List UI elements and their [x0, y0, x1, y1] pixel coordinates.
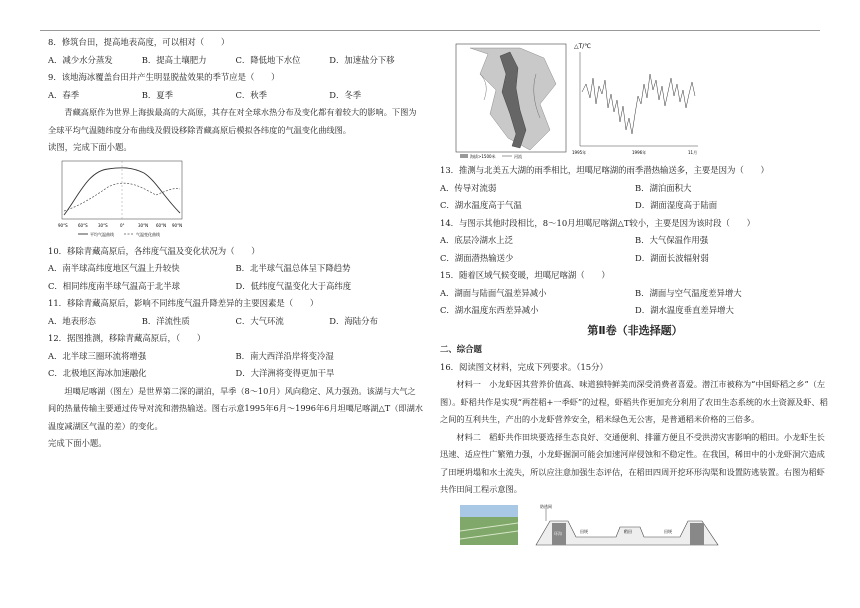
- q15-option-d: D．湖水温度垂直差异增大: [635, 305, 734, 315]
- label-paddy: 稻田: [624, 528, 632, 534]
- question-8-stem: 8．修筑台田，提高地表高度，可以相对（ ）: [48, 37, 230, 47]
- material-1: 材料一 小龙虾因其营养价值高、味道独特鲜美而深受消费者喜爱。潜江市被称为“中国虾稻之乡”（左图）。虾稻共作是实现“两茬稻+一季虾”的过程，虾稻共作更加充分利用了农田生态系统的水土资源及虾、稻之间的互利共生，产出的小龙虾营养安全，稻米绿色无公害，是普通稻米价格的三倍多。: [440, 379, 828, 424]
- instruction-read-figure: 读图，完成下面小题。: [48, 142, 132, 152]
- section-title-part-2: 第Ⅱ卷（非选择题）: [587, 323, 683, 337]
- tanganyika-figures: [440, 34, 830, 162]
- q9-option-a: A．春季: [48, 89, 80, 100]
- q9-option-c: C．秋季: [235, 89, 268, 100]
- q14-option-b: B．大气保温作用强: [635, 235, 709, 245]
- question-16-stem: 16．阅读图文材料，完成下列要求。（15分）: [440, 361, 608, 372]
- rice-shrimp-diagram: [440, 501, 830, 551]
- q12-option-c: C．北极地区海冰加速融化: [48, 368, 147, 378]
- q10-option-b: B．北半球气温总体呈下降趋势: [235, 263, 351, 273]
- q9-option-b: B．夏季: [141, 89, 174, 100]
- legend-highland-swatch: [460, 154, 468, 158]
- question-9-stem: 9．该地海冰覆盖台田并产生明显脱盐效果的季节应是（ ）: [48, 72, 280, 82]
- tick-x-6: 90°N: [172, 222, 183, 228]
- q8-option-b: B．提高土壤肥力: [141, 54, 207, 65]
- question-15-stem: 15．随着区域气候变暖，坦噶尼喀湖（ ）: [440, 270, 610, 280]
- q11-option-a: A．地表形态: [48, 315, 96, 326]
- part-heading: 二、综合题: [440, 344, 482, 354]
- legend-mean-temp: 平均气温曲线: [90, 231, 114, 237]
- question-14-options-2: [440, 250, 830, 268]
- q11-option-d: D．海陆分布: [329, 315, 378, 326]
- tick-x-3: 0°: [120, 222, 125, 228]
- question-12-options-1: [48, 348, 423, 366]
- question-12-options-2: [48, 365, 423, 383]
- ditch-right: [690, 523, 704, 545]
- q10-option-d: D．低纬度气温变化大于高纬度: [235, 280, 352, 291]
- label-anti-escape-net: 防逃网: [540, 503, 552, 509]
- tick-x-5: 60°N: [156, 222, 167, 228]
- right-column: [440, 34, 830, 551]
- q8-option-d: D．加速盐分下移: [329, 54, 395, 65]
- latitude-temperature-figure: [48, 157, 423, 239]
- question-12-stem: 12．据图推测，移除青藏高原后，（ ）: [48, 333, 206, 343]
- legend-temp-change: 气温变化曲线: [136, 231, 160, 237]
- q13-option-a: A．传导对流弱: [440, 182, 497, 193]
- question-15-options-1: [440, 285, 830, 303]
- question-13-options-2: [440, 197, 830, 215]
- q12-option-b: B．南大西洋沿岸将变冷湿: [235, 350, 334, 361]
- q14-option-c: C．湖面潜热输送少: [440, 252, 514, 263]
- question-8-options: [48, 52, 423, 70]
- passage-qinghai-tibet: 青藏高原作为世界上海拔最高的大高原，其存在对全球水热分布及变化都有着较大的影响。下图为全球平均气温随纬度分布曲线及假设移除青藏高原后模拟各纬度的气温变化曲线图。: [48, 107, 417, 135]
- question-14-stem: 14．与图示其他时段相比，8～10月坦噶尼喀湖△T较小，主要是因为该时段（ ）: [440, 217, 756, 228]
- q14-option-d: D．湖面长波辐射弱: [635, 252, 709, 263]
- q11-option-c: C．大气环流: [235, 315, 284, 326]
- question-13-stem: 13．推测与北美五大湖的雨季相比，坦噶尼喀湖的雨季潜热输送多，主要是因为（ ）: [440, 165, 769, 175]
- label-ridge-right: 田埂: [664, 528, 672, 534]
- question-11-stem: 11．移除青藏高原后，影响不同纬度气温升降差异的主要因素是（ ）: [48, 298, 319, 308]
- question-11-options: [48, 313, 423, 331]
- delta-t-axis-label: △T/℃: [574, 43, 592, 50]
- q15-option-c: C．湖水温度东西差异减小: [440, 305, 539, 315]
- q14-option-a: A．底层冷湖水上泛: [440, 235, 514, 245]
- q12-option-d: D．大洋洲将变得更加干旱: [235, 368, 335, 378]
- header-rule: [40, 30, 820, 31]
- label-ridge-left: 田埂: [580, 528, 588, 534]
- x-label-start: 1995年: [572, 150, 587, 155]
- question-13-options-1: [440, 180, 830, 198]
- instruction-answer: 完成下面小题。: [48, 438, 107, 448]
- q11-option-b: B．洋流性质: [141, 315, 190, 326]
- lake-map-and-delta-t-chart: [440, 34, 830, 162]
- question-10-options-2: [48, 278, 423, 296]
- q12-option-a: A．北半球三圈环流将增强: [48, 350, 147, 361]
- tick-x-2: 30°S: [98, 222, 108, 228]
- q13-option-d: D．湖面湿度高于陆面: [635, 200, 718, 210]
- q8-option-c: C．降低地下水位: [235, 54, 301, 65]
- tick-x-0: 90°S: [58, 222, 68, 228]
- left-column: [48, 34, 423, 453]
- passage-tanganyika: 坦噶尼喀湖（图左）是世界第二深的湖泊，旱季（8～10月）风向稳定、风力强劲。该湖与大气之间的热量传输主要通过传导对流和潜热输送。图右示意1995年6月～1996年6月坦噶尼喀湖△T（即湖水温度减湖区气温的差）的变化。: [48, 385, 423, 431]
- delta-t-series: [582, 74, 695, 134]
- x-label-end: 11月: [688, 150, 698, 155]
- label-ring-ditch: 环沟: [554, 530, 562, 536]
- q15-option-a: A．湖面与陆面气温差异减小: [440, 287, 547, 298]
- temperature-curve-chart: [48, 157, 198, 239]
- q9-option-d: D．冬季: [329, 89, 362, 100]
- legend-highland: 海拔>1500米: [470, 154, 496, 159]
- q10-option-c: C．相同纬度南半球气温高于北半球: [48, 280, 181, 291]
- legend-river: 河流: [514, 154, 522, 159]
- q13-option-b: B．湖泊面积大: [635, 182, 692, 193]
- rice-shrimp-figures: [440, 501, 830, 551]
- q13-option-c: C．湖水温度高于气温: [440, 200, 522, 210]
- question-10-options-1: [48, 260, 423, 278]
- tick-x-4: 30°N: [138, 222, 149, 228]
- tick-x-1: 60°S: [78, 222, 88, 228]
- question-9-options: [48, 87, 423, 105]
- q10-option-a: A．南半球高纬度地区气温上升较快: [48, 263, 180, 273]
- q15-option-b: B．湖面与空气温度差异增大: [635, 287, 742, 298]
- question-14-options-1: [440, 232, 830, 250]
- question-10-stem: 10．移除青藏高原后，各纬度气温及变化状况为（ ）: [48, 245, 260, 256]
- x-label-mid: 1996年: [632, 150, 647, 155]
- question-15-options-2: [440, 302, 830, 320]
- material-2: 材料二 稻虾共作田块要选择生态良好、交通便利、排灌方便且不受洪涝灾害影响的稻田。小龙虾生长迅速、适应性广繁殖力强，小龙虾掘洞可能会加速河岸侵蚀和不稳定性。在我国，稀田中的小龙虾洞穴造成了田埂坍塌和水土流失，所以应注意加强生态评估，在稻田四周开挖环形沟渠和设置防逃装置。右图为稻虾共作田间工程示意图。: [440, 431, 825, 494]
- q8-option-a: A．减少水分蒸发: [48, 54, 113, 65]
